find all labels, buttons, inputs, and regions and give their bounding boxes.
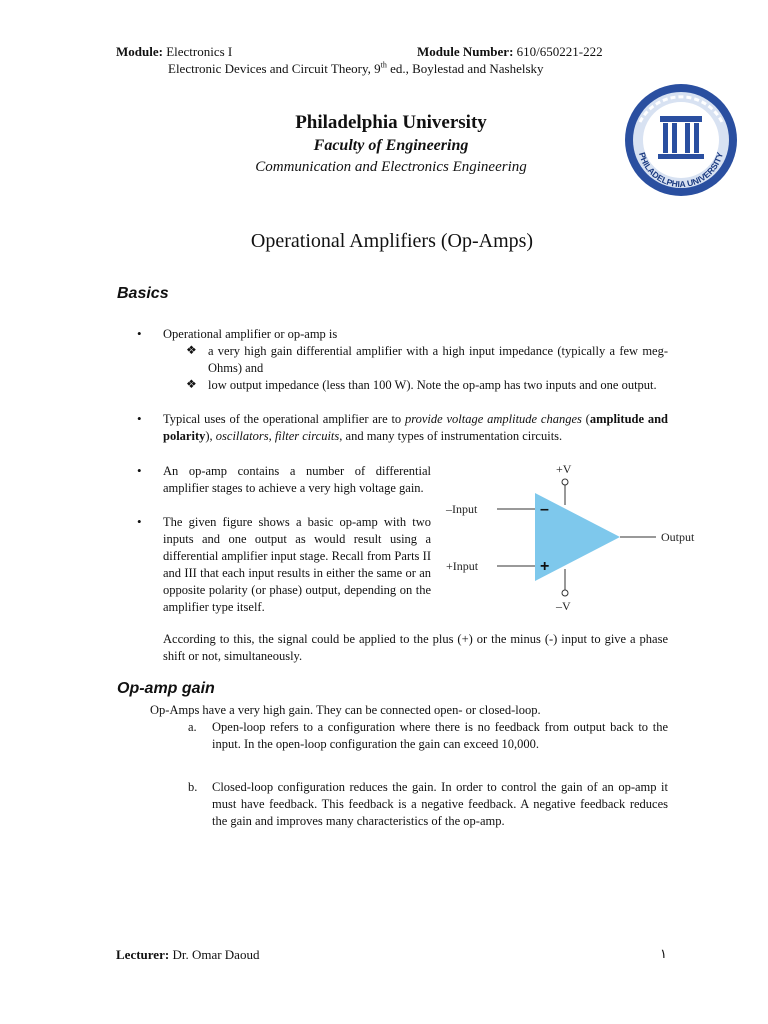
- document-title: Operational Amplifiers (Op-Amps): [250, 230, 534, 252]
- module-label: Module:: [116, 44, 163, 59]
- plus-input-label: +Input: [446, 559, 479, 573]
- faculty-name: Faculty of Engineering: [313, 137, 469, 154]
- university-logo: [620, 82, 742, 198]
- bullet-text-figure: The given figure shows a basic op-amp with two inputs and one output as would result using a differential amplifier input stage. Recall from Parts II and III that each input results in either the same or an opposite polarity (or phase) output, depending on the amplifier type itself.: [163, 515, 431, 614]
- module-number-label: Module Number:: [417, 44, 514, 59]
- uses-text: (: [581, 412, 590, 426]
- lecturer-name: Dr. Omar Daoud: [172, 947, 260, 962]
- gain-intro: Op-Amps have a very high gain. They can be connected open- or closed-loop.: [150, 703, 541, 717]
- uses-bold: amplitude and polarity: [163, 412, 668, 443]
- uses-emphasis: oscillators, filter circuits: [215, 429, 340, 443]
- bullet-text-typical-uses: [163, 411, 668, 445]
- bullet-icon: •: [137, 326, 142, 341]
- module-value: Electronics I: [166, 44, 233, 59]
- bullet-text-phase: According to this, the signal could be applied to the plus (+) or the minus (-) input to give a phase shift or not, simultaneously.: [163, 632, 668, 663]
- minus-v-label: –V: [556, 599, 571, 613]
- reference-text: Electronic Devices and Circuit Theory, 9: [168, 61, 381, 76]
- output-label: Output: [661, 530, 695, 544]
- list-marker-b: b.: [188, 780, 198, 794]
- plus-sign: +: [540, 558, 550, 575]
- logo-text: PHILADELPHIA UNIVERSITY: [637, 151, 725, 190]
- reference-superscript: th: [380, 60, 387, 70]
- minus-input-label: –Input: [446, 502, 478, 516]
- bullet-text-stages: An op-amp contains a number of differential amplifier stages to achieve a very high voltage gain.: [163, 464, 431, 495]
- list-item-open-loop: Open-loop refers to a configuration where there is no feedback from output back to the input. In the open-loop configuration the gain can exceed 10,000.: [212, 720, 668, 751]
- bullet-icon: •: [137, 463, 142, 478]
- plus-supply-terminal: [562, 479, 568, 485]
- department-name: Communication and Electronics Engineering: [255, 159, 527, 175]
- lecturer-label: Lecturer:: [116, 947, 170, 962]
- uses-text: Typical uses of the operational amplifier are to: [163, 412, 405, 426]
- module-line: [116, 44, 232, 60]
- reference-text-end: ed., Boylestad and Nashelsky: [386, 61, 544, 76]
- section-heading-basics: Basics: [117, 285, 169, 302]
- minus-sign: –: [540, 501, 549, 518]
- university-name: Philadelphia University: [295, 112, 487, 133]
- page-number: ١: [660, 946, 667, 961]
- bullet-icon: •: [137, 514, 142, 529]
- section-heading-gain: Op-amp gain: [117, 680, 215, 697]
- opamp-figure: [440, 458, 710, 618]
- bullet-text-opamp-is: Operational amplifier or op-amp is: [163, 327, 338, 341]
- plus-v-label: +V: [556, 462, 572, 476]
- diamond-bullet-icon: ❖: [186, 377, 197, 391]
- bullet-icon: •: [137, 411, 142, 426]
- reference-line: [168, 61, 544, 77]
- module-number-value: 610/650221-222: [516, 44, 603, 59]
- sub-bullet-high-gain: a very high gain differential amplifier with a high input impedance (typically a few meg-Ohms) and: [208, 344, 668, 375]
- uses-text: , and many types of instrumentation circuits.: [339, 429, 563, 443]
- uses-emphasis: provide voltage amplitude changes: [404, 412, 582, 426]
- minus-supply-terminal: [562, 590, 568, 596]
- uses-text: ),: [205, 429, 216, 443]
- list-marker-a: a.: [188, 720, 197, 734]
- sub-bullet-low-output: low output impedance (less than 100 W). Note the op-amp has two inputs and one output.: [208, 378, 657, 392]
- list-item-closed-loop: Closed-loop configuration reduces the gain. In order to control the gain of an op-amp it must have feedback. This feedback is a negative feedback. A negative feedback reduces the gain and improves many characteristics of the op-amp.: [212, 780, 668, 828]
- footer-lecturer: [116, 947, 259, 963]
- module-number-line: [417, 44, 603, 60]
- diamond-bullet-icon: ❖: [186, 343, 197, 357]
